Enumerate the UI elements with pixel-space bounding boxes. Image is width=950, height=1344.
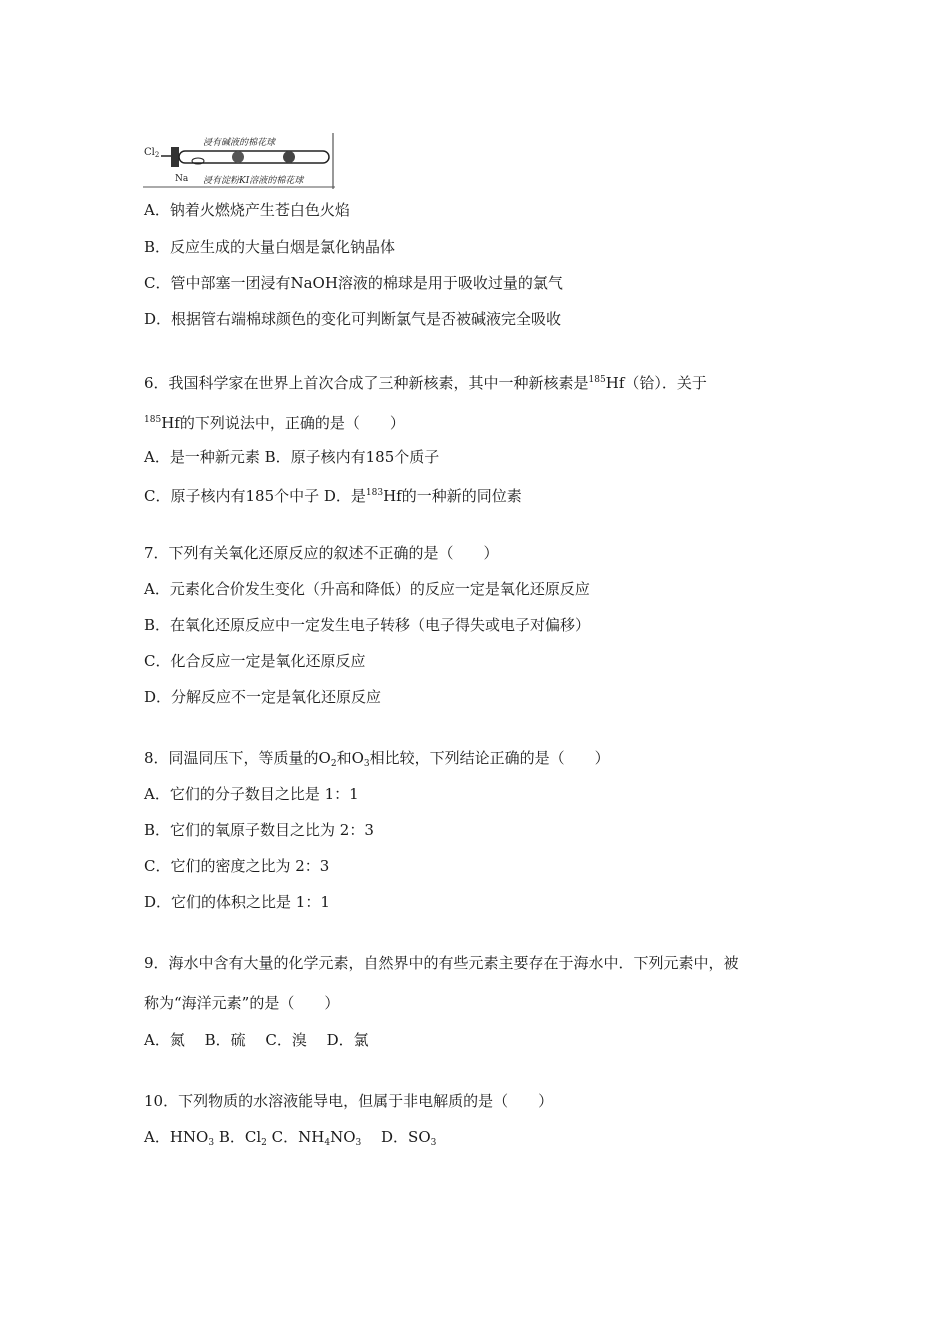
figure-label-bottom: 浸有淀粉KI溶液的棉花球 [203,176,304,186]
q8-option-c: C．它们的密度之比为 2：3 [144,857,330,875]
figure-label-top: 浸有碱液的棉花球 [203,138,276,148]
q6-stem-line1: 6．我国科学家在世界上首次合成了三种新核素，其中一种新核素是$^{185}$Hf（铪）．关于 [144,374,707,392]
q5-option-d: D．根据管右端棉球颜色的变化可判断氯气是否被碱液完全吸收 [144,310,562,328]
q9-options: A．氮 B．硫 C．溴 D．氯 [144,1031,369,1049]
q5-option-c: C．管中部塞一团浸有NaOH溶液的棉球是用于吸收过量的氯气 [144,274,563,292]
q8-option-d: D．它们的体积之比是 1：1 [144,893,330,911]
q8-stem: 8．同温同压下，等质量的$O_2$和$O_3$相比较，下列结论正确的是（ ） [144,749,610,769]
q6-options-ab: A．是一种新元素 B．原子核内有185个质子 [144,448,440,466]
q9-stem-line1: 9．海水中含有大量的化学元素，自然界中的有些元素主要存在于海水中．下列元素中，被 [144,954,739,972]
q5-option-a: A．钠着火燃烧产生苍白色火焰 [144,201,350,219]
q8-option-a: A．它们的分子数目之比是 1：1 [144,785,359,803]
q9-stem-line2: 称为“海洋元素”的是（ ） [144,994,340,1012]
q7-option-a: A．元素化合价发生变化（升高和降低）的反应一定是氧化还原反应 [144,580,590,598]
q7-option-b: B．在氧化还原反应中一定发生电子转移（电子得失或电子对偏移） [144,616,591,634]
q5-option-b: B．反应生成的大量白烟是氯化钠晶体 [144,238,396,256]
q7-stem: 7．下列有关氧化还原反应的叙述不正确的是（ ） [144,544,499,562]
q7-option-c: C．化合反应一定是氧化还原反应 [144,652,366,670]
apparatus-diagram [143,133,335,189]
figure-label-na: Na [175,174,189,184]
q7-option-d: D．分解反应不一定是氧化还原反应 [144,688,382,706]
q6-options-cd: C．原子核内有185个中子 D．是$^{183}$Hf的一种新的同位素 [144,487,522,505]
q10-stem: 10．下列物质的水溶液能导电，但属于非电解质的是（ ） [144,1092,554,1110]
q8-option-b: B．它们的氧原子数目之比为 2：3 [144,821,374,839]
figure-label-cl2: $Cl_2$ [144,147,160,159]
q10-options: A．$HNO_3$ B．$Cl_2$ C．$NH_4NO_3$ D．$SO_3$ [144,1128,437,1148]
q6-stem-line2: $^{185}$Hf的下列说法中，正确的是（ ） [144,414,405,432]
